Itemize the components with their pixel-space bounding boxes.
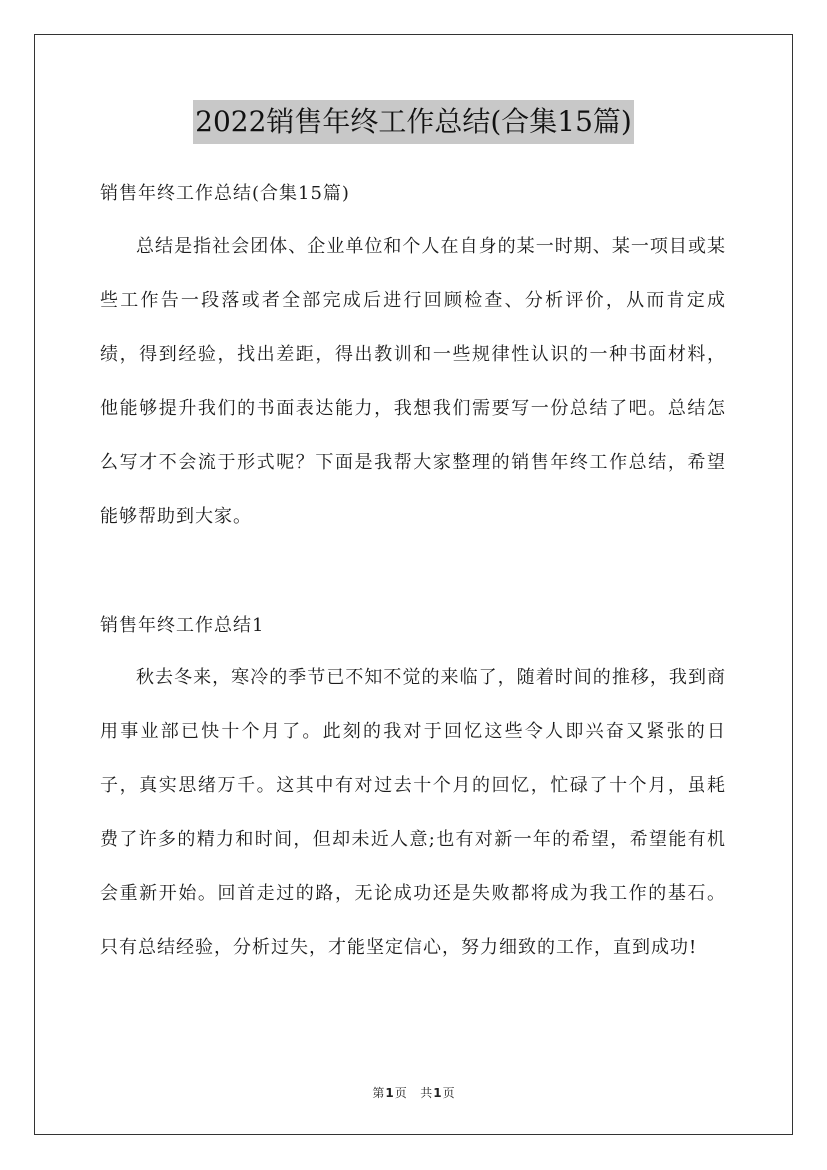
total-suffix: 页 bbox=[442, 1086, 455, 1100]
intro-paragraph: 总结是指社会团体、企业单位和个人在自身的某一时期、某一项目或某些工作告一段落或者全部完成后进行回顾检查、分析评价，从而肯定成绩，得到经验，找出差距，得出教训和一些规律性认识的一种书面材料，他能够提升我们的书面表达能力，我想我们需要写一份总结了吧。总结怎么写才不会流于形式呢？下面是我帮大家整理的销售年终工作总结，希望能够帮助到大家。 bbox=[100, 236, 726, 527]
intro-paragraph-container bbox=[100, 220, 726, 544]
section-heading: 销售年终工作总结1 bbox=[100, 615, 265, 636]
document-subtitle: 销售年终工作总结(合集15篇) bbox=[100, 183, 350, 204]
document-title: 2022销售年终工作总结(合集15篇) bbox=[193, 100, 634, 144]
page-suffix: 页 bbox=[394, 1086, 407, 1100]
section-body-container bbox=[100, 651, 726, 975]
page-footer bbox=[0, 1084, 827, 1101]
page-prefix: 第 bbox=[372, 1086, 385, 1100]
page-number: 1 bbox=[385, 1086, 394, 1100]
total-prefix: 共 bbox=[420, 1086, 433, 1100]
section-paragraph: 秋去冬来，寒冷的季节已不知不觉的来临了，随着时间的推移，我到商用事业部已快十个月了。此刻的我对于回忆这些令人即兴奋又紧张的日子，真实思绪万千。这其中有对过去十个月的回忆，忙碌了十个月，虽耗费了许多的精力和时间，但却未近人意;也有对新一年的希望，希望能有机会重新开始。回首走过的路，无论成功还是失败都将成为我工作的基石。只有总结经验，分析过失，才能坚定信心，努力细致的工作，直到成功! bbox=[100, 667, 726, 958]
title-container bbox=[0, 100, 827, 144]
total-pages: 1 bbox=[433, 1086, 442, 1100]
